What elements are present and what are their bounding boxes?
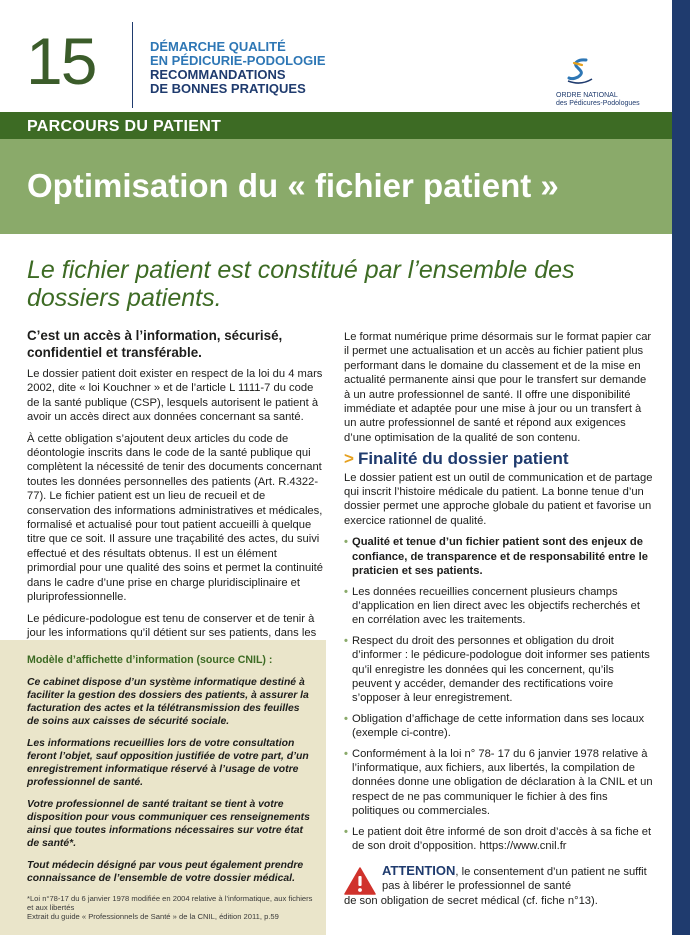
list-item-text: Le patient doit être informé de son droit d’accès à sa fiche et de son droit d’opposition. xyxy=(352,825,652,852)
paragraph: Le format numérique prime désormais sur le format papier car il permet une actualisation et un accès au fichier patient plus performant dans le domaine du classement et de la mise en actualité permanente ainsi que pour le transfert sur demande à un autre professionnel de santé. Il offre une disponibilité immédiate et adaptée pour une mise à jour ou un transfert à un autre professionnel de santé et répond aux exigences d’une optimisation de la qualité de son contenu. xyxy=(344,331,652,444)
list-item: • Les données recueillies concernent plusieurs champs d’application en lien direct avec les objectifs recherchés et en corrélation avec les traitements. xyxy=(344,585,654,628)
warning-icon xyxy=(344,866,376,896)
attention-line-1: , le consentement d’un patient ne suffit pas à libérer le professionnel de santé xyxy=(382,866,647,893)
header-line-2: EN PÉDICURIE-PODOLOGIE xyxy=(150,53,326,68)
header-line-4: DE BONNES PRATIQUES xyxy=(150,81,306,96)
fiche-number: 15 xyxy=(26,24,96,98)
list-item: • Respect du droit des personnes et obligation du droit d’informer : le pédicure-podologue doit informer ses patients qu’il enregistre les données qui les concernent, qu’ils peuvent y accéder, demander des rectifications voire s’opposer à leur enregistrement. xyxy=(344,634,654,706)
title-band xyxy=(0,139,672,234)
right-edge-band xyxy=(672,0,690,935)
section-band xyxy=(0,112,672,139)
list-item xyxy=(344,825,654,854)
logo-line-2: des Pédicures-Podologues xyxy=(556,100,640,107)
cnil-box xyxy=(0,640,326,935)
section-heading-text: Finalité du dossier patient xyxy=(357,449,569,469)
footnote-line: *Loi n°78-17 du 6 janvier 1978 modifiée en 2004 relative à l’informatique, aux fichiers et aux libertés xyxy=(27,894,313,913)
header-divider xyxy=(132,22,133,108)
list-item: • Obligation d’affichage de cette information dans ses locaux (exemple ci-contre). xyxy=(344,712,654,741)
paragraph: Le pédicure-podologue est tenu de conserver et de tenir à jour les informations qu’il détient sur ses patients, dans les xyxy=(27,612,317,639)
list-item: • Qualité et tenue d’un fichier patient sont des enjeux de confiance, de transparence et de responsabilité entre le praticien et ses patients. xyxy=(344,535,654,578)
right-column xyxy=(344,330,654,859)
cnil-footnote xyxy=(27,894,314,922)
paragraph: Le dossier patient doit exister en respect de la loi du 4 mars 2002, dite « loi Kouchner » et de l’article L 1111-7 du code de la santé publique (CSP), lesquels autorisent le patient à avoir un accès direct aux données concernant sa santé. xyxy=(27,368,323,424)
left-column xyxy=(27,327,325,662)
paragraph: Le dossier patient est un outil de communication et de partage qui inscrit l’histoire médicale du patient. La bonne tenue d’un dossier permet une approche globale du patient et favorise un exercice rationnel de qualité. xyxy=(344,471,653,527)
attention-line-2: de son obligation de secret médical (cf. fiche n°13). xyxy=(344,894,598,907)
footnote-line: Extrait du guide « Professionnels de Santé » de la CNIL, édition 2011, p.59 xyxy=(27,912,279,922)
ordre-logo xyxy=(556,57,660,108)
list-item: • Conformément à la loi n° 78- 17 du 6 janvier 1978 relative à l’informatique, aux fichiers, aux libertés, la compilation de données donne une obligation de déclaration à la CNIL et un respect de ne pas communiquer le fichier à des fins politiques ou commerciales. xyxy=(344,747,654,819)
cnil-paragraph: Votre professionnel de santé traitant se tient à votre disposition pour vous communiquer ces renseignements ainsi que toutes informations nécessaires sur votre état de santé*. xyxy=(27,799,310,849)
logo-icon xyxy=(564,57,594,85)
intro-text: C’est un accès à l’information, sécurisé, confidentiel et transférable. xyxy=(27,328,283,360)
cnil-paragraph: Tout médecin désigné par vous peut également prendre connaissance de l’ensemble de votre dossier médical. xyxy=(27,860,304,884)
attention-keyword: ATTENTION xyxy=(382,863,456,878)
attention-text xyxy=(344,864,654,908)
paragraph: À cette obligation s’ajoutent deux articles du code de déontologie inscrits dans le code de la santé publique qui complètent la nécessité de tenir des documents concernant toutes les données personnelles des patients (Art. R.4322-77). Le fichier patient est un lieu de recueil et de conservation des informations administratives et médicales, formalisé et actualisé pour tout patient accueilli à quelque titre que ce soit. Il assure une traçabilité des actes, du suivi effectué et des résultats obtenus. Il est un élément primordial pour une qualité des soins et permet la continuité dans le cadre d’une prise en charge pluridisciplinaire et pluriprofessionnelle. xyxy=(27,432,324,604)
logo-text xyxy=(556,92,660,108)
lead-text: Le fichier patient est constitué par l’ensemble des dossiers patients. xyxy=(27,256,575,312)
cnil-paragraph: Ce cabinet dispose d’un système informatique destiné à faciliter la gestion des dossiers des patients, à assurer la facturation des actes et la télétransmission des feuilles de soins aux caisses de sécurité sociale. xyxy=(27,677,309,727)
header-line-1: DÉMARCHE QUALITÉ xyxy=(150,39,286,54)
section-label: PARCOURS DU PATIENT xyxy=(27,118,222,135)
cnil-title: Modèle d’affichette d’information (source CNIL) : xyxy=(27,654,273,666)
attention-block xyxy=(344,864,654,908)
section-heading xyxy=(344,449,654,469)
header-line-3: RECOMMANDATIONS xyxy=(150,67,286,82)
cnil-paragraph: Les informations recueillies lors de votre consultation feront l’objet, sauf opposition justifiée de votre part, d’un enregistrement informatique réservé à l’usage de votre professionnel de santé. xyxy=(27,738,309,788)
chevron-right-icon: > xyxy=(344,449,354,469)
page-title: Optimisation du « fichier patient » xyxy=(27,167,559,204)
cnil-link[interactable]: https://www.cnil.fr xyxy=(479,840,567,852)
logo-line-1: ORDRE NATIONAL xyxy=(556,92,618,99)
header-title xyxy=(150,40,326,96)
